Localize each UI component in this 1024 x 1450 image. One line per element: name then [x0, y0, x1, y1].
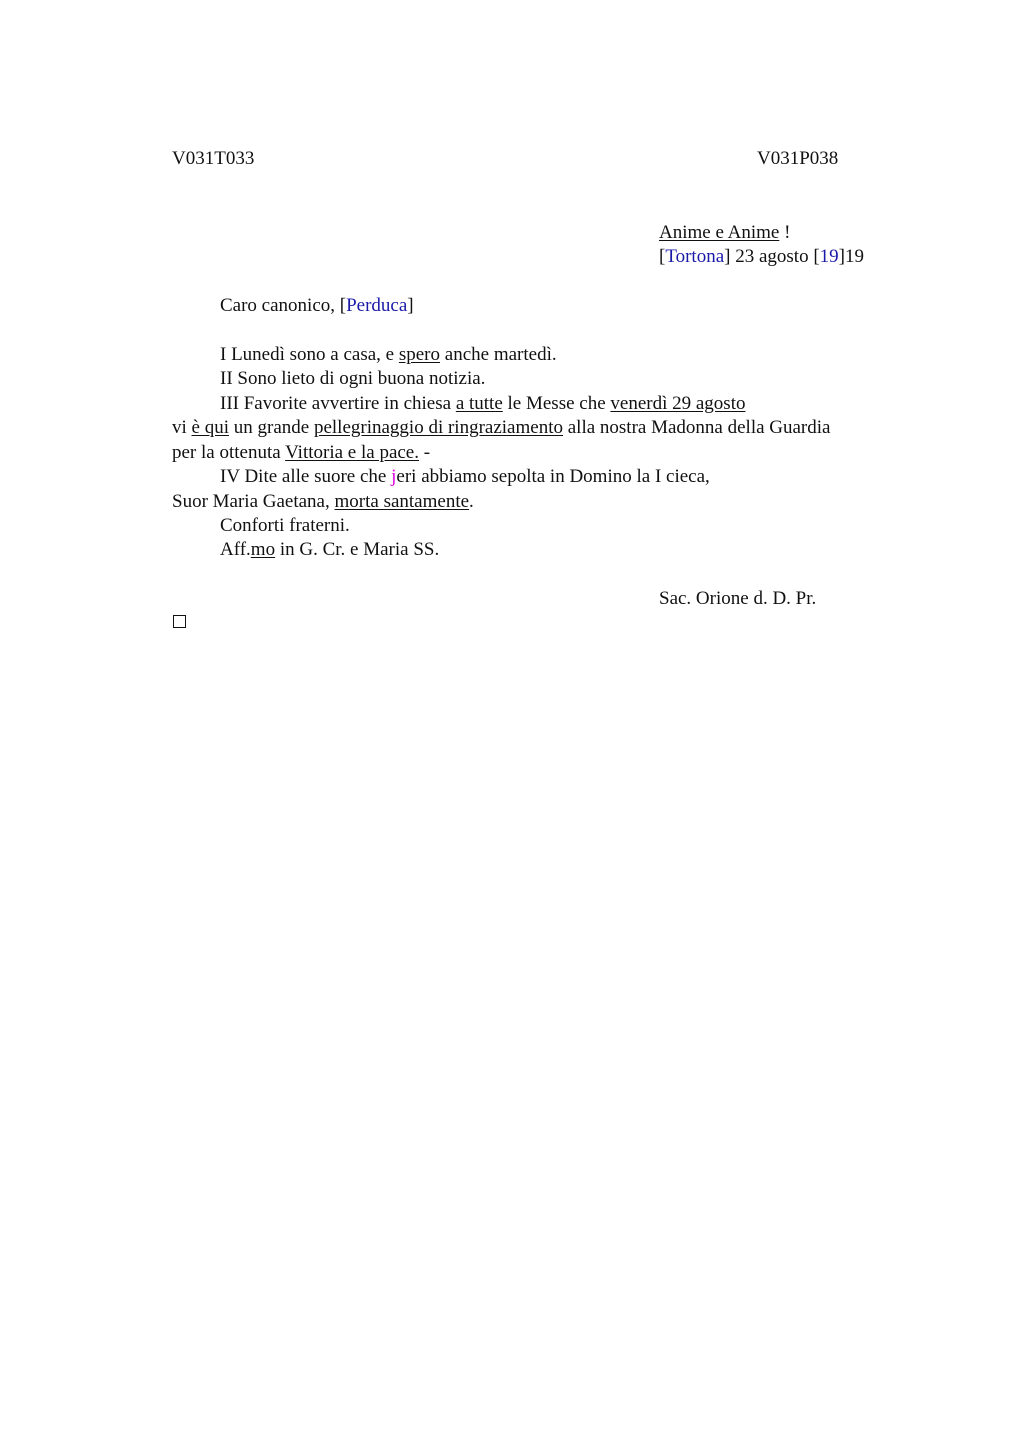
date-place: Tortona — [665, 246, 725, 267]
motto: Anime e Anime — [659, 222, 780, 243]
closing-line-2 — [220, 538, 439, 562]
text-run: eri abbiamo sepolta in Domino la I cieca, — [396, 466, 710, 487]
text-run: IV Dite alle suore che — [220, 466, 392, 487]
paragraph-3-line-2 — [172, 416, 830, 440]
text-run: III Favorite avvertire in chiesa — [220, 393, 456, 414]
motto-suffix: ! — [779, 222, 791, 243]
paragraph-1 — [220, 343, 557, 367]
salutation — [220, 294, 414, 318]
text-run: un grande — [229, 417, 314, 438]
underlined-run: venerdì 29 agosto — [610, 393, 746, 414]
date-year-part: 19 — [819, 246, 839, 267]
text-run: le Messe che — [502, 393, 611, 414]
text-run: Aff. — [220, 539, 251, 560]
date-day-month: ] 23 agosto [ — [724, 246, 820, 267]
text-run: . — [469, 491, 474, 512]
date-year-end: ]19 — [838, 246, 864, 267]
underlined-run: a tutte — [455, 393, 503, 414]
highlighted-letter: j — [391, 466, 397, 487]
paragraph-3-line-3 — [172, 441, 430, 465]
underlined-run: spero — [398, 344, 441, 365]
underlined-run: pellegrinaggio di ringraziamento — [313, 417, 563, 438]
date-line — [659, 245, 864, 269]
document-code-left: V031T033 — [172, 148, 255, 169]
underlined-run: Vittoria e la pace. — [285, 442, 419, 463]
text-run: in G. Cr. e Maria SS. — [275, 539, 440, 560]
document-code-right: V031P038 — [757, 148, 839, 169]
text-run: Suor Maria Gaetana, — [172, 491, 335, 512]
empty-square-icon — [173, 615, 186, 628]
motto-line — [659, 221, 790, 245]
closing-line-1: Conforti fraterni. — [220, 515, 350, 536]
text-run: per la ottenuta — [172, 442, 286, 463]
underlined-run: morta santamente — [334, 491, 470, 512]
paragraph-4 — [220, 465, 710, 489]
signature: Sac. Orione d. D. Pr. — [659, 588, 817, 609]
text-run: alla nostra Madonna della Guardia — [562, 417, 831, 438]
salutation-text: Caro canonico, [ — [220, 295, 347, 316]
date-bracket-open: [ — [659, 246, 666, 267]
underlined-run: mo — [250, 539, 276, 560]
text-run: vi — [172, 417, 192, 438]
paragraph-3 — [220, 392, 745, 416]
paragraph-2: II Sono lieto di ogni buona notizia. — [220, 368, 486, 389]
salutation-close: ] — [407, 295, 414, 316]
underlined-run: è qui — [191, 417, 229, 438]
text-run: I Lunedì sono a casa, e — [220, 344, 399, 365]
text-run: - — [419, 442, 431, 463]
salutation-name: Perduca — [346, 295, 408, 316]
paragraph-4-line-2 — [172, 490, 474, 514]
text-run: anche martedì. — [440, 344, 557, 365]
